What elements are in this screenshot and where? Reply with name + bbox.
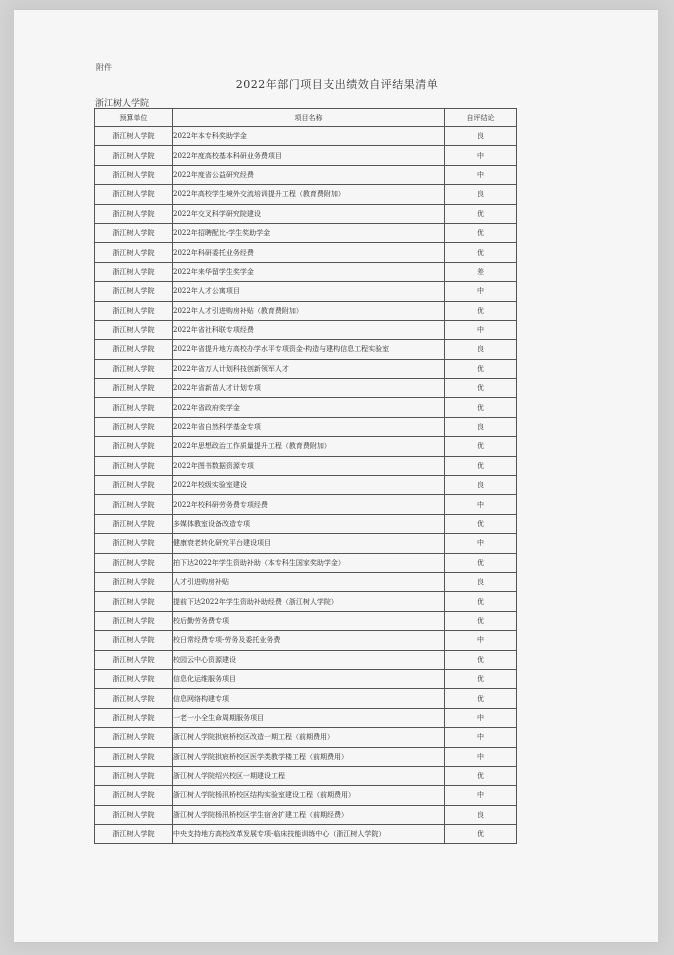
cell-budget-unit: 浙江树人学院 — [95, 127, 173, 146]
cell-project-name: 2022年度高校基本科研业务费项目 — [173, 146, 445, 165]
cell-budget-unit: 浙江树人学院 — [95, 320, 173, 339]
cell-self-evaluation: 优 — [445, 301, 517, 320]
cell-self-evaluation: 中 — [445, 282, 517, 301]
cell-budget-unit: 浙江树人学院 — [95, 204, 173, 223]
cell-budget-unit: 浙江树人学院 — [95, 514, 173, 533]
cell-project-name: 2022年省新苗人才计划专项 — [173, 379, 445, 398]
table-row — [95, 786, 517, 805]
cell-project-name: 2022年科研委托业务经费 — [173, 243, 445, 262]
cell-project-name: 浙江树人学院拱宸桥校区改造一期工程（前期费用） — [173, 728, 445, 747]
cell-self-evaluation: 优 — [445, 553, 517, 572]
cell-self-evaluation: 优 — [445, 766, 517, 785]
cell-budget-unit: 浙江树人学院 — [95, 669, 173, 688]
cell-budget-unit: 浙江树人学院 — [95, 223, 173, 242]
cell-project-name: 一老一小全生命周期服务项目 — [173, 708, 445, 727]
table-row — [95, 185, 517, 204]
cell-self-evaluation: 中 — [445, 786, 517, 805]
table-row — [95, 572, 517, 591]
cell-self-evaluation: 良 — [445, 476, 517, 495]
cell-self-evaluation: 良 — [445, 805, 517, 824]
cell-project-name: 2022年校级实验室建设 — [173, 476, 445, 495]
table-row — [95, 534, 517, 553]
table-row — [95, 127, 517, 146]
cell-self-evaluation: 优 — [445, 437, 517, 456]
cell-self-evaluation: 优 — [445, 243, 517, 262]
cell-budget-unit: 浙江树人学院 — [95, 243, 173, 262]
table-row — [95, 553, 517, 572]
table-row — [95, 282, 517, 301]
cell-project-name: 2022年省社科联专项经费 — [173, 320, 445, 339]
cell-project-name: 校日常经费专项-劳务及委托业务费 — [173, 631, 445, 650]
cell-project-name: 2022年校科研劳务费专项经费 — [173, 495, 445, 514]
cell-self-evaluation: 中 — [445, 631, 517, 650]
cell-budget-unit: 浙江树人学院 — [95, 437, 173, 456]
cell-self-evaluation: 良 — [445, 572, 517, 591]
cell-budget-unit: 浙江树人学院 — [95, 476, 173, 495]
cell-budget-unit: 浙江树人学院 — [95, 825, 173, 844]
table-row — [95, 456, 517, 475]
cell-budget-unit: 浙江树人学院 — [95, 631, 173, 650]
cell-self-evaluation: 优 — [445, 611, 517, 630]
cell-project-name: 中央支持地方高校改革发展专项-临床技能训练中心（浙江树人学院） — [173, 825, 445, 844]
table-row — [95, 417, 517, 436]
cell-budget-unit: 浙江树人学院 — [95, 185, 173, 204]
table-row — [95, 379, 517, 398]
attachment-label: 附件 — [96, 63, 112, 72]
cell-self-evaluation: 中 — [445, 146, 517, 165]
cell-project-name: 信息化运维服务项目 — [173, 669, 445, 688]
cell-budget-unit: 浙江树人学院 — [95, 282, 173, 301]
cell-project-name: 2022年人才公寓项目 — [173, 282, 445, 301]
cell-project-name: 2022年省自然科学基金专项 — [173, 417, 445, 436]
document-title: 2022年部门项目支出绩效自评结果清单 — [235, 78, 439, 91]
cell-project-name: 健康衰老转化研究平台建设项目 — [173, 534, 445, 553]
cell-budget-unit: 浙江树人学院 — [95, 262, 173, 281]
cell-self-evaluation: 优 — [445, 398, 517, 417]
table-row — [95, 165, 517, 184]
cell-project-name: 人才引进购房补贴 — [173, 572, 445, 591]
cell-self-evaluation: 中 — [445, 728, 517, 747]
cell-project-name: 2022年人才引进购房补贴（教育费附加） — [173, 301, 445, 320]
cell-project-name: 2022年省提升地方高校办学水平专项资金-构造与建构信息工程实验室 — [173, 340, 445, 359]
table-row — [95, 592, 517, 611]
table-row — [95, 766, 517, 785]
table-row — [95, 301, 517, 320]
table-row — [95, 204, 517, 223]
cell-project-name: 多媒体教室设备改造专项 — [173, 514, 445, 533]
table-row — [95, 689, 517, 708]
cell-budget-unit: 浙江树人学院 — [95, 359, 173, 378]
cell-budget-unit: 浙江树人学院 — [95, 805, 173, 824]
cell-budget-unit: 浙江树人学院 — [95, 708, 173, 727]
table-row — [95, 631, 517, 650]
header-self-evaluation: 自评结论 — [445, 109, 517, 127]
table-row — [95, 650, 517, 669]
cell-self-evaluation: 优 — [445, 592, 517, 611]
cell-project-name: 浙江树人学院杨汛桥校区结构实验室建设工程（前期费用） — [173, 786, 445, 805]
table-row — [95, 146, 517, 165]
header-project-name: 项目名称 — [173, 109, 445, 127]
cell-budget-unit: 浙江树人学院 — [95, 592, 173, 611]
cell-project-name: 2022年思想政治工作质量提升工程（教育费附加） — [173, 437, 445, 456]
cell-project-name: 提前下达2022年学生资助补助经费（浙江树人学院） — [173, 592, 445, 611]
cell-self-evaluation: 优 — [445, 669, 517, 688]
table-row — [95, 262, 517, 281]
table-row — [95, 476, 517, 495]
cell-budget-unit: 浙江树人学院 — [95, 379, 173, 398]
cell-budget-unit: 浙江树人学院 — [95, 456, 173, 475]
table-row — [95, 398, 517, 417]
table-row — [95, 320, 517, 339]
cell-self-evaluation: 良 — [445, 340, 517, 359]
cell-budget-unit: 浙江树人学院 — [95, 495, 173, 514]
table-row — [95, 340, 517, 359]
table-row — [95, 437, 517, 456]
cell-self-evaluation: 中 — [445, 320, 517, 339]
cell-budget-unit: 浙江树人学院 — [95, 340, 173, 359]
cell-self-evaluation: 良 — [445, 127, 517, 146]
cell-self-evaluation: 优 — [445, 359, 517, 378]
cell-budget-unit: 浙江树人学院 — [95, 534, 173, 553]
cell-project-name: 2022年本专科奖助学金 — [173, 127, 445, 146]
cell-project-name: 2022年高校学生境外交流培训提升工程（教育费附加） — [173, 185, 445, 204]
cell-self-evaluation: 优 — [445, 456, 517, 475]
cell-budget-unit: 浙江树人学院 — [95, 766, 173, 785]
table-row — [95, 514, 517, 533]
cell-project-name: 浙江树人学院绍兴校区一期建设工程 — [173, 766, 445, 785]
cell-budget-unit: 浙江树人学院 — [95, 553, 173, 572]
table-row — [95, 747, 517, 766]
table-row — [95, 243, 517, 262]
cell-project-name: 浙江树人学院拱宸桥校区医学类教学楼工程（前期费用） — [173, 747, 445, 766]
cell-project-name: 2022年度省公益研究经费 — [173, 165, 445, 184]
cell-self-evaluation: 优 — [445, 514, 517, 533]
cell-budget-unit: 浙江树人学院 — [95, 398, 173, 417]
cell-project-name: 信息网络构建专项 — [173, 689, 445, 708]
cell-budget-unit: 浙江树人学院 — [95, 747, 173, 766]
table-row — [95, 359, 517, 378]
cell-budget-unit: 浙江树人学院 — [95, 417, 173, 436]
cell-budget-unit: 浙江树人学院 — [95, 301, 173, 320]
cell-budget-unit: 浙江树人学院 — [95, 572, 173, 591]
cell-project-name: 校园云中心资源建设 — [173, 650, 445, 669]
cell-budget-unit: 浙江树人学院 — [95, 689, 173, 708]
cell-self-evaluation: 优 — [445, 223, 517, 242]
cell-self-evaluation: 良 — [445, 185, 517, 204]
cell-project-name: 浙江树人学院杨汛桥校区学生宿舍扩建工程（前期经费） — [173, 805, 445, 824]
table-row — [95, 708, 517, 727]
cell-self-evaluation: 优 — [445, 650, 517, 669]
table-row — [95, 805, 517, 824]
cell-project-name: 2022年来华留学生奖学金 — [173, 262, 445, 281]
table-row — [95, 495, 517, 514]
cell-project-name: 2022年招聘配比-学生奖助学金 — [173, 223, 445, 242]
cell-project-name: 校后勤劳务费专项 — [173, 611, 445, 630]
cell-project-name: 2022年省政府奖学金 — [173, 398, 445, 417]
cell-self-evaluation: 优 — [445, 825, 517, 844]
table-row — [95, 611, 517, 630]
cell-project-name: 2022年交叉科学研究院建设 — [173, 204, 445, 223]
cell-self-evaluation: 中 — [445, 534, 517, 553]
cell-budget-unit: 浙江树人学院 — [95, 650, 173, 669]
cell-budget-unit: 浙江树人学院 — [95, 165, 173, 184]
cell-self-evaluation: 优 — [445, 689, 517, 708]
results-table — [94, 108, 517, 844]
cell-self-evaluation: 中 — [445, 708, 517, 727]
budget-unit-line: 浙江树人学院 — [95, 99, 150, 109]
cell-project-name: 拍下达2022年学生资助补助（本专科生国家奖助学金） — [173, 553, 445, 572]
header-budget-unit: 预算单位 — [95, 109, 173, 127]
table-row — [95, 223, 517, 242]
cell-self-evaluation: 中 — [445, 747, 517, 766]
cell-self-evaluation: 优 — [445, 379, 517, 398]
cell-budget-unit: 浙江树人学院 — [95, 728, 173, 747]
cell-self-evaluation: 差 — [445, 262, 517, 281]
cell-budget-unit: 浙江树人学院 — [95, 611, 173, 630]
table-header-row — [95, 109, 517, 127]
table-row — [95, 825, 517, 844]
cell-project-name: 2022年省万人计划科技创新领军人才 — [173, 359, 445, 378]
cell-project-name: 2022年图书数据资源专项 — [173, 456, 445, 475]
cell-self-evaluation: 中 — [445, 495, 517, 514]
cell-budget-unit: 浙江树人学院 — [95, 786, 173, 805]
cell-self-evaluation: 优 — [445, 204, 517, 223]
cell-self-evaluation: 中 — [445, 165, 517, 184]
table-row — [95, 728, 517, 747]
cell-budget-unit: 浙江树人学院 — [95, 146, 173, 165]
table-row — [95, 669, 517, 688]
cell-self-evaluation: 良 — [445, 417, 517, 436]
